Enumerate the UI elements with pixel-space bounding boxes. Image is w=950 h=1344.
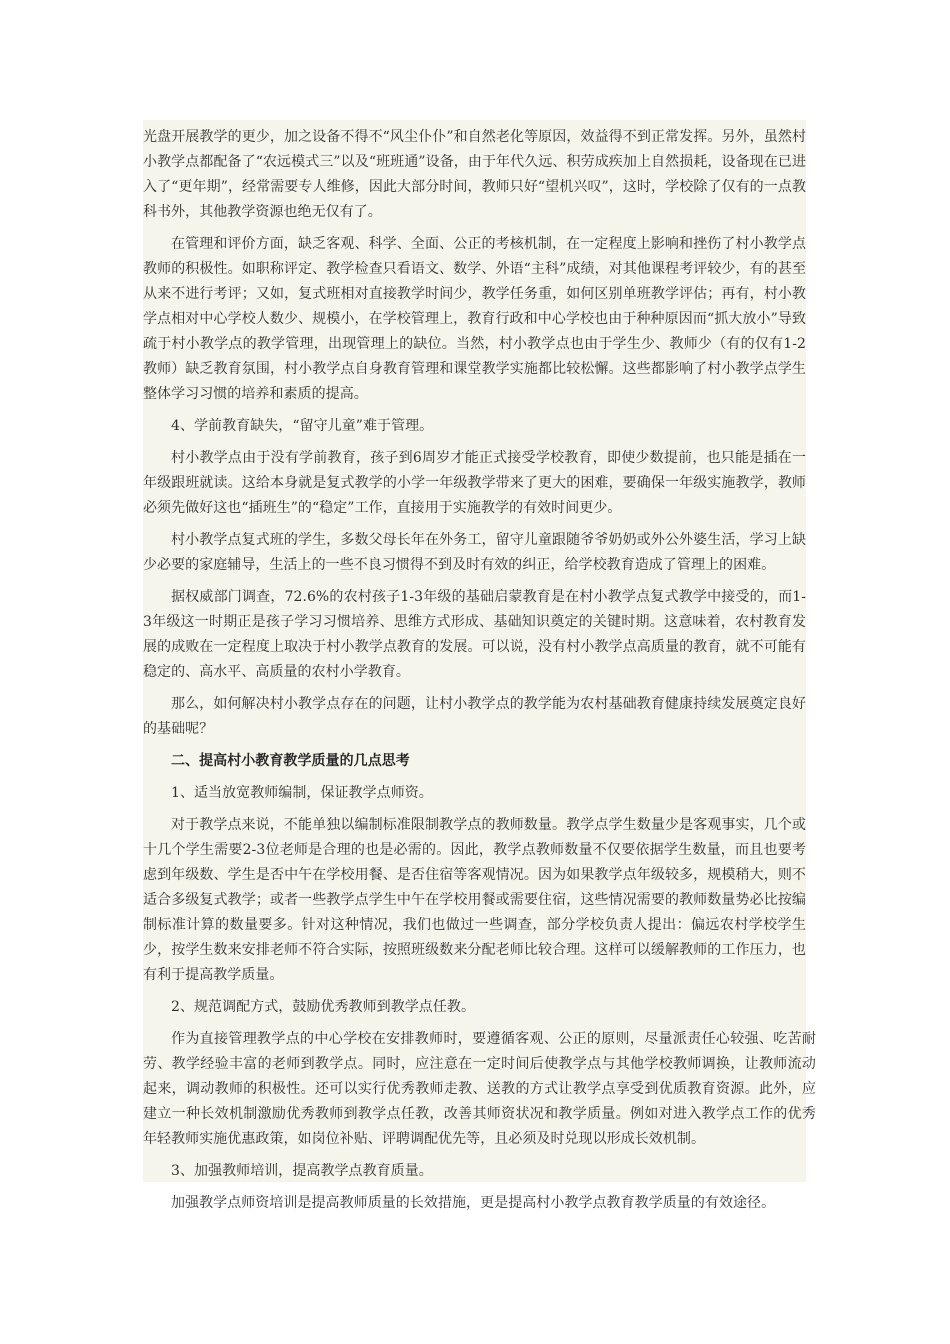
paragraph-point-2-heading: 2、规范调配方式，鼓励优秀教师到教学点任教。 <box>171 999 476 1015</box>
paragraph-point-1-heading: 1、适当放宽教师编制，保证教学点师资。 <box>171 785 433 801</box>
paragraph-staffing: 对于教学点来说，不能单独以编制标准限制教学点的教师数量。教学点学生数量少是客观事实，几个或十几个学生需要2-3位老师是合理的也是必需的。因此，教学点教师数量不仅要依据学生数量，而且也要考虑到年级数、学生是否中午在学校用餐、是否住宿等客观情况。因为如果教学点年级较多，规模稍大，则不适合多级复式教学；或者一些教学点学生中午在学校用餐或需要住宿，这些情况需要的教师数量势必比按编制标准计算的数量要多。针对这种情况，我们也做过一些调查，部分学校负责人提出：偏远农村学校学生少，按学生数来安排老师不符合实际，按照班级数来分配老师比较合理。这样可以缓解教师的工作压力，也有利于提高教学质量。 <box>143 817 806 983</box>
paragraph-equipment: 光盘开展教学的更少，加之设备不得不“风尘仆仆”和自然老化等原因，效益得不到正常发挥。另外，虽然村小教学点都配备了“农远模式三”以及“班班通”设备，由于年代久远、积劳成疾加上自然损耗，设备现在已进入了“更年期”，经常需要专人维修，因此大部分时间，教师只好“望机兴叹”，这时，学校除了仅有的一点教科书外，其他教学资源也绝无仅有了。 <box>143 129 806 220</box>
paragraph-management-evaluation: 在管理和评价方面，缺乏客观、科学、全面、公正的考核机制，在一定程度上影响和挫伤了村小教学点教师的积极性。如职称评定、教学检查只看语文、数学、外语“主科”成绩，对其他课程考评较少，有的甚至从来不进行考评；又如，复式班相对直接教学时间少，教学任务重，如何区别单班教学评估；再有，村小教学点相对中心学校人数少、规模小，在学校管理上，教育行政和中心学校也由于种种原因而“抓大放小”导致疏于村小教学点的教学管理，出现管理上的缺位。当然，村小教学点也由于学生少、教师少（有的仅有1-2教师）缺乏教育氛围，村小教学点自身教育管理和课堂教学实施都比较松懈。这些都影响了村小教学点学生整体学习习惯的培养和素质的提高。 <box>143 236 806 402</box>
article-body <box>143 120 816 1211</box>
paragraph-training: 加强教学点师资培训是提高教师质量的长效措施，更是提高村小教学点教育教学质量的有效途径。 <box>171 1195 776 1211</box>
paragraph-survey: 据权威部门调查，72.6%的农村孩子1-3年级的基础启蒙教育是在村小教学点复式教学中接受的，而1-3年级这一时期正是孩子学习习惯培养、思维方式形成、基础知识奠定的关键时期。这意味着，农村教育发展的成败在一定程度上取决于村小教学点教育的发展。可以说，没有村小教学点高质量的教育，就不可能有稳定的、高水平、高质量的农村小学教育。 <box>143 589 806 680</box>
paragraph-preschool: 村小教学点由于没有学前教育，孩子到6周岁才能正式接受学校教育，即使少数提前，也只能是插在一年级跟班就读。这给本身就是复式教学的小学一年级教学带来了更大的困难，要确保一年级实施教学，教师必须先做好这也“插班生”的“稳定”工作，直接用于实施教学的有效时间更少。 <box>143 450 806 516</box>
paragraph-point-3-heading: 3、加强教师培训，提高教学点教育质量。 <box>171 1163 433 1179</box>
paragraph-left-behind-children: 村小教学点复式班的学生，多数父母长年在外务工，留守儿童跟随爷爷奶奶或外公外婆生活，学习上缺少必要的家庭辅导，生活上的一些不良习惯得不到及时有效的纠正，给学校教育造成了管理上的困难。 <box>143 532 806 573</box>
section-heading-2: 二、提高村小教育教学质量的几点思考 <box>171 753 410 769</box>
paragraph-point-4-heading: 4、学前教育缺失，“留守儿童”难于管理。 <box>171 418 434 434</box>
paragraph-allocation: 作为直接管理教学点的中心学校在安排教师时，要遵循客观、公正的原则，尽量派责任心较强、吃苦耐劳、教学经验丰富的老师到教学点。同时，应注意在一定时间后使教学点与其他学校教师调换，让教师流动起来，调动教师的积极性。还可以实行优秀教师走教、送教的方式让教学点享受到优质教育资源。此外，应建立一种长效机制激励优秀教师到教学点任教，改善其师资状况和教学质量。例如对进入教学点工作的优秀年轻教师实施优惠政策，如岗位补贴、评聘调配优先等，且必须及时兑现以形成长效机制。 <box>143 1031 816 1147</box>
paragraph-question: 那么，如何解决村小教学点存在的问题，让村小教学点的教学能为农村基础教育健康持续发展奠定良好的基础呢？ <box>143 696 806 737</box>
